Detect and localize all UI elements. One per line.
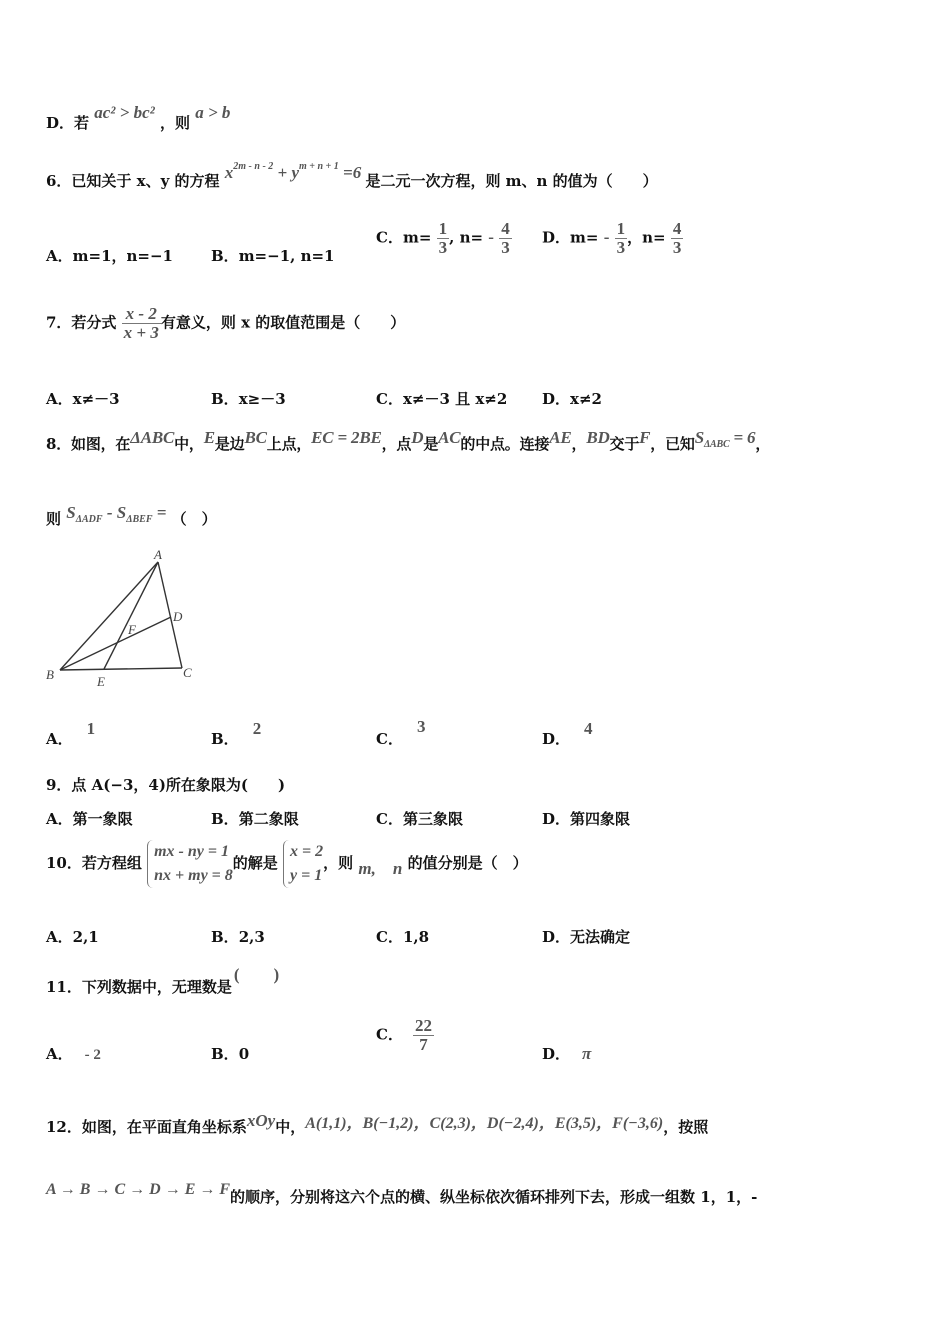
- label-f: F: [128, 622, 136, 637]
- q6-option-c[interactable]: C．m= $\frac{1}{3}$ , n= - $\frac{4}{3}$: [376, 219, 510, 257]
- q8-option-a[interactable]: A．1: [46, 719, 96, 748]
- segment-bc: [60, 668, 182, 670]
- q9-option-c[interactable]: C．第三象限: [376, 810, 463, 828]
- q7-option-a[interactable]: A．x≠－3: [46, 390, 120, 408]
- q8-triangle-figure: [40, 545, 210, 695]
- q7-option-d[interactable]: D．x≠2: [542, 390, 602, 408]
- q9-option-b[interactable]: B．第二象限: [211, 810, 299, 828]
- q11-option-d[interactable]: D． π: [542, 1044, 592, 1063]
- segment-ae: [104, 562, 158, 669]
- q8-line2: 则 $S_{\Delta ADF} - S_{\Delta BEF}$ = （ ）: [46, 503, 217, 528]
- q11-option-b[interactable]: B．0: [211, 1045, 250, 1063]
- q11-option-a[interactable]: A． - 2: [46, 1045, 101, 1063]
- q12-stem: 12．如图，在平面直角坐标系xOy中，A(1,1)，B(−1,2)，C(2,3)，D(−2,4)，E(3,5)，F(−3,6)，按照: [46, 1111, 709, 1136]
- q10-option-b[interactable]: B．2,3: [211, 928, 265, 946]
- q6-option-b[interactable]: B．m=−1, n=1: [211, 247, 335, 265]
- q5-condition: ac² > bc²: [94, 103, 155, 122]
- q7-stem: 7．若分式 $\frac{x - 2}{x + 3}$ 有意义，则 x 的取值范围是（ ）: [46, 304, 406, 342]
- q6-option-a[interactable]: A．m=1，n=−1: [46, 247, 173, 265]
- q5-option-d: D．若 ac² > bc² ，则 a > b: [46, 103, 231, 132]
- q10-stem: 10．若方程组 mx - ny = 1 nx + my = 8 的解是 x = 2 y = 1 ，则 m, n 的值分别是（ ）: [46, 840, 528, 888]
- segment-bd: [60, 617, 171, 670]
- q10-option-d[interactable]: D．无法确定: [542, 928, 631, 946]
- q7-option-c[interactable]: C．x≠－3 且 x≠2: [376, 390, 508, 408]
- q9-option-d[interactable]: D．第四象限: [542, 810, 631, 828]
- q8-option-c[interactable]: C．3: [376, 717, 426, 748]
- q10-system-2: x = 2 y = 1: [283, 840, 323, 888]
- label-a: A: [154, 547, 162, 562]
- q9-stem: 9．点 A(−3，4)所在象限为( ): [46, 776, 286, 794]
- q7-fraction: $\frac{x - 2}{x + 3}$: [123, 304, 159, 342]
- q10-option-a[interactable]: A．2,1: [46, 928, 99, 946]
- label-d: D: [173, 609, 183, 624]
- q6-option-d[interactable]: D．m= - $\frac{1}{3}$ ，n= $\frac{4}{3}$: [542, 219, 682, 257]
- q9-option-a[interactable]: A．第一象限: [46, 810, 133, 828]
- label-b: B: [46, 667, 54, 682]
- q6-stem: 6．已知关于 x、y 的方程 $x^{2m - n - 2} + y^{m + n + 1} =6$ 是二元一次方程，则 m、n 的值为（ ）: [46, 161, 658, 190]
- label-c: C: [183, 665, 192, 680]
- segment-ab: [60, 562, 158, 670]
- q8-stem: 8．如图，在ΔABC中，E是边BC上点，EC = 2BE，点D是AC的中点。连接AE，BD交于F，已知$S_{\Delta ABC} = 6$，: [46, 428, 771, 453]
- q8-option-b[interactable]: B．2: [211, 719, 262, 748]
- q12-points: A(1,1)，B(−1,2)，C(2,3)，D(−2,4)，E(3,5)，F(−3,6): [305, 1115, 664, 1132]
- q12-sequence: A → B → C → D → E → F: [46, 1181, 231, 1198]
- q7-option-b[interactable]: B．x≥－3: [211, 390, 286, 408]
- q10-system-1: mx - ny = 1 nx + my = 8: [147, 840, 233, 888]
- q6-equation: $x^{2m - n - 2} + y^{m + n + 1} =6$: [224, 161, 362, 182]
- q11-stem: 11．下列数据中，无理数是( ): [46, 965, 280, 996]
- q11-option-c[interactable]: C． $\frac{22}{7}$: [376, 1016, 432, 1054]
- label-e: E: [97, 674, 105, 689]
- q8-option-d[interactable]: D．4: [542, 719, 593, 748]
- q5-result: a > b: [195, 103, 231, 122]
- q10-option-c[interactable]: C．1,8: [376, 928, 430, 946]
- q12-line2: A → B → C → D → E → F的顺序，分别将这六个点的横、纵坐标依次循环排列下去，形成一组数 1，1，-: [46, 1181, 758, 1206]
